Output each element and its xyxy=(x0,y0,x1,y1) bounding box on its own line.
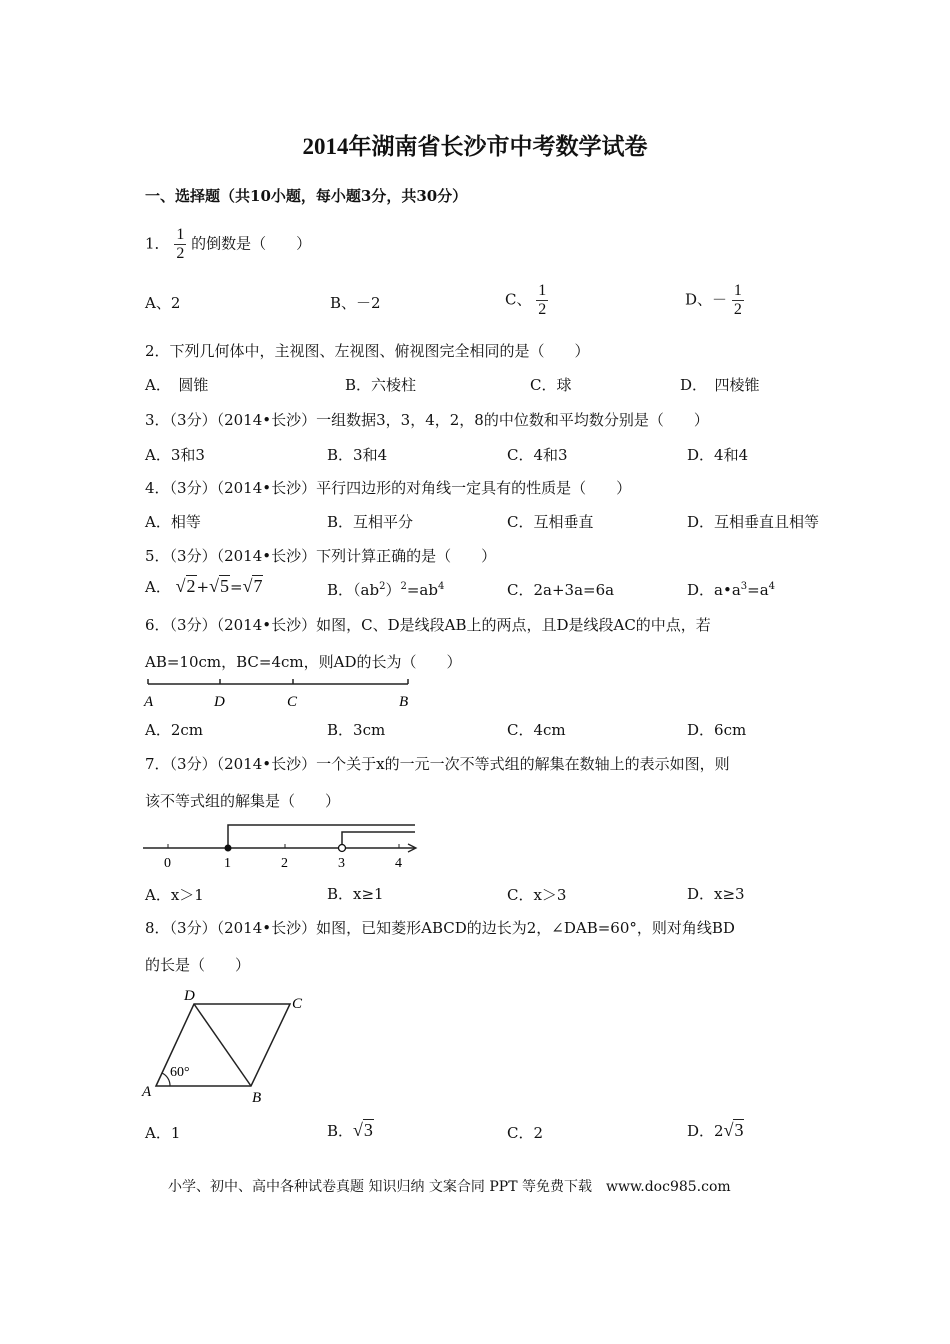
vertex-label-d: D xyxy=(184,988,195,1004)
question-7-line2: 该不等式组的解集是（ ） xyxy=(145,792,341,810)
q1-option-b[interactable]: B、－2 xyxy=(330,294,381,312)
q1-fraction: $\frac{1}{2}$ xyxy=(176,226,185,262)
q4-option-d[interactable]: D．互相垂直且相等 xyxy=(687,513,820,531)
vertex-label-b: B xyxy=(252,1090,262,1106)
closed-point xyxy=(225,845,232,852)
q8-option-c[interactable]: C．2 xyxy=(507,1124,544,1142)
label-d: D xyxy=(214,694,225,710)
open-point xyxy=(339,845,346,852)
q7-option-a[interactable]: A．x＞1 xyxy=(145,886,204,904)
question-7-line1: 7．（3分）（2014•长沙）一个关于x的一元一次不等式组的解集在数轴上的表示如图，则 xyxy=(145,755,730,773)
q7-option-c[interactable]: C．x＞3 xyxy=(507,886,567,904)
question-8-line1: 8．（3分）（2014•长沙）如图，已知菱形ABCD的边长为2，∠DAB=60°，则对角线BD xyxy=(145,919,735,937)
q8-rhombus-figure xyxy=(140,986,320,1106)
label-c: C xyxy=(287,694,298,710)
solution-bracket-1 xyxy=(228,825,415,846)
question-4: 4．（3分）（2014•长沙）平行四边形的对角线一定具有的性质是（ ） xyxy=(145,479,632,497)
tick-label-1: 1 xyxy=(224,856,231,871)
diagonal-bd xyxy=(194,1004,251,1086)
q5-option-a[interactable]: A． √2+√5=√7 xyxy=(145,576,263,596)
vertex-label-a: A xyxy=(142,1084,152,1100)
label-a: A xyxy=(144,694,154,710)
q7-number-line-figure xyxy=(140,820,425,872)
question-6-line1: 6．（3分）（2014•长沙）如图，C、D是线段AB上的两点，且D是线段AC的中点，若 xyxy=(145,616,711,634)
q2-option-d[interactable]: D． 四棱锥 xyxy=(680,376,760,394)
solution-bracket-2 xyxy=(342,832,415,846)
q8-option-b[interactable]: B．√3 xyxy=(327,1120,373,1140)
q7-option-b[interactable]: B．x≥1 xyxy=(327,885,384,903)
tick-label-2: 2 xyxy=(281,856,288,871)
q2-option-c[interactable]: C．球 xyxy=(530,376,572,394)
q3-option-c[interactable]: C．4和3 xyxy=(507,446,568,464)
question-2: 2．下列几何体中，主视图、左视图、俯视图完全相同的是（ ） xyxy=(145,342,590,360)
q4-option-b[interactable]: B．互相平分 xyxy=(327,513,414,531)
q7-option-d[interactable]: D．x≥3 xyxy=(687,885,745,903)
angle-label: 60° xyxy=(170,1065,190,1080)
page-title: 2014年湖南省长沙市中考数学试卷 xyxy=(302,134,648,159)
tick-label-3: 3 xyxy=(338,856,345,871)
q6-option-b[interactable]: B．3cm xyxy=(327,721,386,739)
page-footer: 小学、初中、高中各种试卷真题 知识归纳 文案合同 PPT 等免费下载 www.doc985.com xyxy=(168,1179,731,1195)
question-3: 3．（3分）（2014•长沙）一组数据3，3，4，2，8的中位数和平均数分别是（ ） xyxy=(145,411,709,429)
q6-segment-figure xyxy=(140,678,430,712)
question-5: 5．（3分）（2014•长沙）下列计算正确的是（ ） xyxy=(145,547,497,565)
q1-stem: 的倒数是（ ） xyxy=(191,234,312,253)
q8-option-d[interactable]: D．2√3 xyxy=(687,1120,744,1140)
q2-option-a[interactable]: A． 圆锥 xyxy=(145,376,209,394)
q4-option-a[interactable]: A．相等 xyxy=(145,513,201,531)
question-8-line2: 的长是（ ） xyxy=(145,956,251,974)
q3-option-d[interactable]: D．4和4 xyxy=(687,446,749,464)
tick-label-0: 0 xyxy=(164,856,171,871)
question-1 xyxy=(145,226,311,263)
q5-option-b[interactable]: B．$(ab^2)^2=ab^4$ xyxy=(327,581,445,599)
question-6-line2: AB=10cm，BC=4cm，则AD的长为（ ） xyxy=(145,653,462,671)
q6-option-d[interactable]: D．6cm xyxy=(687,721,747,739)
q5-option-c[interactable]: C．2a+3a=6a xyxy=(507,581,615,599)
q3-option-a[interactable]: A．3和3 xyxy=(145,446,205,464)
q5-option-d[interactable]: D．$a•a^3=a^4$ xyxy=(687,581,776,599)
section-heading: 一、选择题（共10小题，每小题3分，共30分） xyxy=(145,187,468,205)
q1-option-c[interactable]: C、 $\frac{1}{2}$ xyxy=(505,282,547,318)
q1-option-a[interactable]: A、2 xyxy=(145,294,181,312)
q4-option-c[interactable]: C．互相垂直 xyxy=(507,513,594,531)
tick-label-4: 4 xyxy=(395,856,402,871)
angle-arc xyxy=(162,1073,170,1086)
q1-option-d[interactable]: D、－ $\frac{1}{2}$ xyxy=(685,282,742,318)
q2-option-b[interactable]: B．六棱柱 xyxy=(345,376,417,394)
q6-option-c[interactable]: C．4cm xyxy=(507,721,566,739)
vertex-label-c: C xyxy=(292,996,303,1012)
q3-option-b[interactable]: B．3和4 xyxy=(327,446,388,464)
q1-number: 1． xyxy=(145,234,170,253)
label-b: B xyxy=(399,694,409,710)
q6-option-a[interactable]: A．2cm xyxy=(145,721,204,739)
q8-option-a[interactable]: A．1 xyxy=(145,1124,181,1142)
